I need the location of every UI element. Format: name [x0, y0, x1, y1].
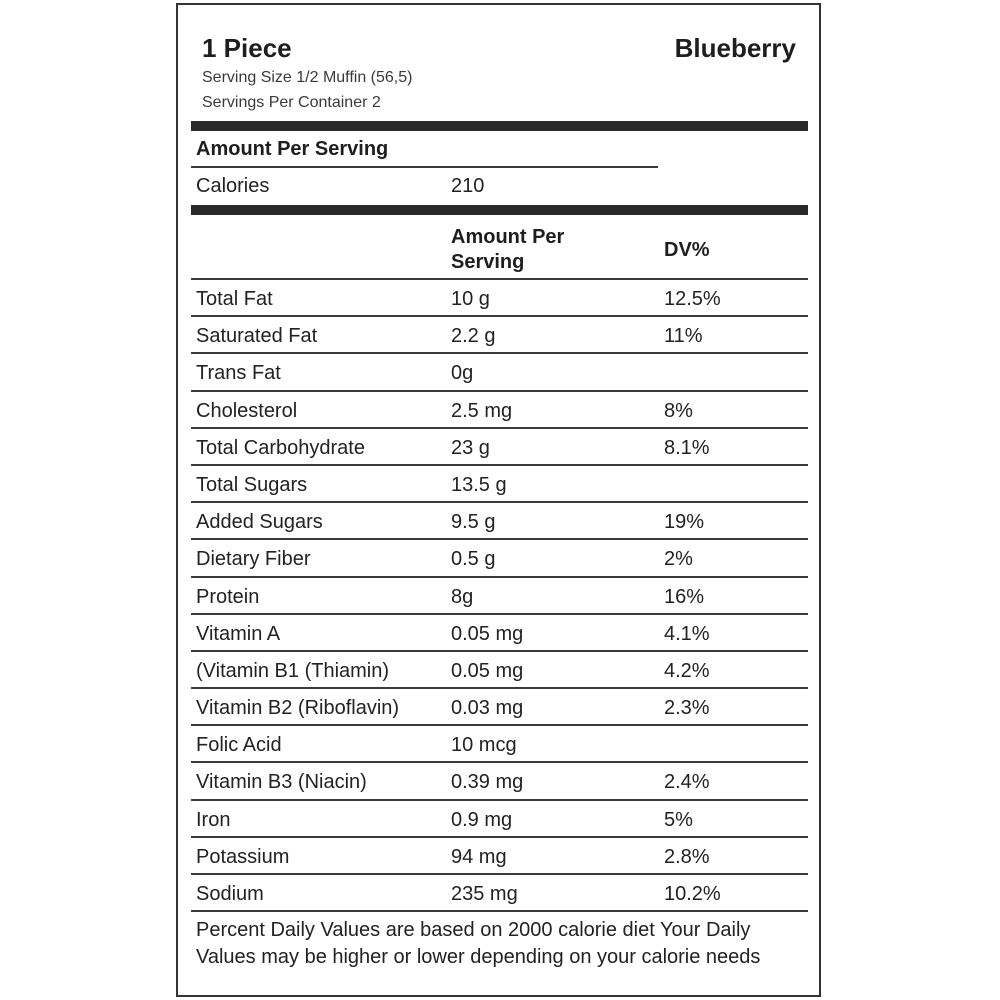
nutrient-name: Total Carbohydrate: [196, 436, 365, 459]
nutrient-amount: 10 g: [451, 288, 490, 310]
nutrient-dv: 10.2%: [664, 883, 721, 905]
nutrient-dv: 4.2%: [664, 659, 710, 682]
nutrient-dv: 2.8%: [664, 845, 710, 868]
table-row: [191, 724, 808, 761]
nutrient-amount: 8g: [451, 585, 474, 608]
nutrient-dv: 16%: [664, 585, 705, 608]
nutrient-dv: 2.3%: [664, 697, 710, 720]
amount-header-line2: Serving: [451, 251, 525, 273]
nutrient-dv: 2%: [664, 548, 693, 571]
table-row: [191, 390, 808, 427]
calories-divider: [191, 166, 658, 168]
nutrient-amount: 9.5 g: [451, 511, 496, 534]
nutrient-amount: 2.5 mg: [451, 399, 513, 422]
nutrient-dv: 5%: [664, 808, 693, 831]
nutrient-name: Saturated Fat: [196, 325, 318, 348]
nutrient-amount: 2.2 g: [451, 325, 496, 348]
nutrient-dv: 4.1%: [664, 622, 710, 645]
nutrient-amount: 0.5 g: [451, 548, 496, 571]
flavor-title: Blueberry: [674, 33, 796, 63]
table-row: [191, 576, 808, 613]
nutrient-amount: 235 mg: [451, 883, 518, 905]
table-row: [191, 501, 808, 538]
nutrient-name: Vitamin B3 (Niacin): [196, 771, 367, 794]
nutrient-name: Protein: [196, 585, 260, 608]
calories-label: Calories: [196, 175, 270, 197]
table-row: [191, 278, 808, 315]
table-row: [191, 613, 808, 650]
serving-unit-title: 1 Piece: [202, 33, 292, 63]
table-row: [191, 650, 808, 687]
daily-value-footnote: Percent Daily Values are based on 2000 calorie diet Your Daily Values may be higher or lower depending on your calorie needs: [196, 919, 761, 968]
table-row: [191, 538, 808, 575]
middle-thick-divider: [191, 205, 808, 215]
nutrient-amount: 0g: [451, 362, 474, 385]
serving-size-text: Serving Size 1/2 Muffin (56,5): [202, 69, 413, 86]
servings-per-container-text: Servings Per Container 2: [202, 94, 381, 111]
dv-column-header: DV%: [664, 239, 710, 261]
nutrient-name: Trans Fat: [196, 362, 281, 385]
nutrient-name: Added Sugars: [196, 511, 323, 534]
table-row: [191, 427, 808, 464]
nutrient-amount: 23 g: [451, 436, 490, 459]
table-row: [191, 352, 808, 389]
table-row: [191, 836, 808, 873]
nutrient-name: (Vitamin B1 (Thiamin): [196, 659, 390, 682]
nutrient-dv: 2.4%: [664, 771, 710, 794]
nutrient-amount: 0.05 mg: [451, 622, 524, 645]
nutrient-name: Folic Acid: [196, 734, 282, 757]
nutrient-dv: 12.5%: [664, 288, 721, 310]
nutrient-amount: 0.9 mg: [451, 808, 513, 831]
nutrient-table: [191, 278, 808, 910]
nutrient-amount: 13.5 g: [451, 473, 507, 496]
table-row: [191, 464, 808, 501]
footnote-divider: [191, 910, 808, 912]
nutrient-dv: 19%: [664, 511, 705, 534]
nutrient-name: Dietary Fiber: [196, 548, 311, 571]
top-thick-divider: [191, 121, 808, 131]
nutrient-name: Vitamin B2 (Riboflavin): [196, 697, 400, 720]
nutrient-name: Cholesterol: [196, 399, 298, 422]
nutrient-name: Vitamin A: [196, 622, 281, 645]
nutrient-amount: 10 mcg: [451, 734, 517, 757]
table-row: [191, 687, 808, 724]
table-row: [191, 799, 808, 836]
calories-value: 210: [451, 175, 485, 197]
nutrient-name: Iron: [196, 808, 231, 831]
nutrient-name: Total Fat: [196, 288, 273, 310]
amount-column-header: [451, 225, 564, 275]
nutrition-facts-label: [176, 3, 821, 997]
nutrient-dv: 8%: [664, 399, 693, 422]
amount-header-line1: Amount Per: [451, 226, 565, 248]
nutrient-name: Total Sugars: [196, 473, 308, 496]
table-row: [191, 761, 808, 798]
nutrient-dv: 8.1%: [664, 436, 710, 459]
nutrient-amount: 0.39 mg: [451, 771, 524, 794]
table-row: [191, 315, 808, 352]
nutrient-name: Sodium: [196, 883, 264, 905]
nutrient-amount: 94 mg: [451, 845, 507, 868]
nutrient-name: Potassium: [196, 845, 290, 868]
amount-per-serving-heading: Amount Per Serving: [196, 138, 389, 160]
nutrient-amount: 0.03 mg: [451, 697, 524, 720]
nutrient-amount: 0.05 mg: [451, 659, 524, 682]
table-row: [191, 873, 808, 910]
nutrient-dv: 11%: [664, 325, 703, 348]
